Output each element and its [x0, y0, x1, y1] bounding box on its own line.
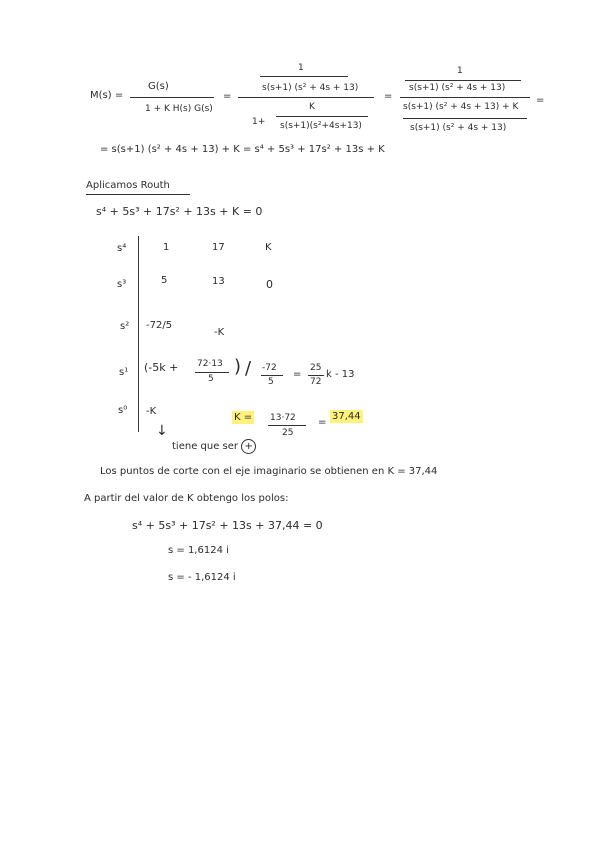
- denominator-closed-loop: 1 + K H(s) G(s): [145, 104, 213, 114]
- s1-fraction-denominator: 5: [208, 374, 214, 384]
- s1-slash: /: [245, 358, 252, 379]
- k-equals: =: [318, 417, 327, 428]
- routh-cell: -72/5: [146, 320, 173, 331]
- fraction-bar: [405, 80, 521, 81]
- f3-middle: s(s+1) (s² + 4s + 13) + K: [403, 102, 519, 112]
- equals-sign: =: [384, 91, 393, 102]
- s1-divisor-denominator: 5: [268, 377, 274, 387]
- routh-cell: K: [265, 242, 272, 253]
- routh-cell: 17: [212, 242, 225, 253]
- k-value-highlight: 37,44: [332, 411, 361, 422]
- fraction-bar: [268, 425, 306, 426]
- f3-top-numerator: 1: [457, 66, 463, 76]
- fraction-bar: [195, 372, 229, 373]
- positive-circled-icon: +: [241, 439, 256, 454]
- root-negative: s = - 1,6124 i: [168, 572, 236, 583]
- s1-paren-open: (-5k +: [144, 361, 179, 374]
- f2-k: K: [309, 102, 315, 112]
- routh-row-label: s¹: [119, 367, 129, 378]
- f3-top-denominator: s(s+1) (s² + 4s + 13): [409, 83, 506, 93]
- routh-row-label: s²: [120, 321, 130, 332]
- s1-result-numerator: 25: [310, 363, 322, 373]
- k-numerator: 13·72: [270, 413, 296, 423]
- routh-row-label: s⁰: [118, 405, 128, 416]
- fraction-bar: [260, 76, 348, 77]
- numerator-g: G(s): [148, 81, 169, 92]
- fraction-bar: [261, 375, 283, 376]
- polynomial-equation: s⁴ + 5s³ + 17s² + 13s + 37,44 = 0: [132, 519, 323, 532]
- routh-heading: Aplicamos Routh: [86, 180, 170, 191]
- conclusion-line-1: Los puntos de corte con el eje imaginario se obtienen en K = 37,44: [100, 466, 438, 477]
- s1-fraction-numerator: 72·13: [197, 359, 223, 369]
- characteristic-equation: s⁴ + 5s³ + 17s² + 13s + K = 0: [96, 205, 263, 218]
- s1-tail: k - 13: [326, 369, 355, 380]
- down-arrow-icon: ↓: [156, 423, 168, 439]
- tiene-note: [172, 439, 256, 454]
- routh-cell: 1: [163, 242, 170, 253]
- routh-cell: 13: [212, 276, 225, 287]
- s1-equals: =: [293, 369, 302, 380]
- k-value: [330, 412, 363, 422]
- routh-cell: -K: [214, 327, 225, 338]
- routh-cell: -K: [146, 406, 157, 417]
- fraction-bar: [403, 118, 527, 119]
- equals-sign: =: [536, 95, 545, 106]
- s1-result-denominator: 72: [310, 377, 322, 387]
- f2-k-denominator: s(s+1)(s²+4s+13): [280, 121, 362, 131]
- lhs-label: M(s) =: [90, 90, 124, 101]
- fraction-bar: [308, 375, 324, 376]
- root-positive: s = 1,6124 i: [168, 545, 229, 556]
- equals-sign: =: [223, 91, 232, 102]
- f2-top-denominator: s(s+1) (s² + 4s + 13): [262, 83, 359, 93]
- routh-cell: 5: [161, 275, 168, 286]
- routh-cell: 0: [266, 278, 273, 291]
- k-label: [232, 413, 254, 423]
- f3-bottom: s(s+1) (s² + 4s + 13): [410, 123, 507, 133]
- s1-divisor-numerator: -72: [262, 363, 277, 373]
- conclusion-line-2: A partir del valor de K obtengo los polos:: [84, 493, 289, 504]
- f2-one-plus: 1+: [252, 117, 266, 127]
- routh-table-divider: [138, 236, 139, 432]
- fraction-bar: [276, 116, 368, 117]
- tiene-text: tiene que ser: [172, 441, 239, 452]
- characteristic-expansion: = s(s+1) (s² + 4s + 13) + K = s⁴ + 5s³ + 17s² + 13s + K: [100, 144, 385, 155]
- heading-underline: [86, 194, 190, 195]
- s1-paren-close: ): [234, 356, 242, 377]
- f2-top-numerator: 1: [298, 63, 304, 73]
- fraction-bar: [130, 97, 214, 98]
- routh-row-label: s³: [117, 279, 127, 290]
- k-label-highlight: K =: [234, 412, 253, 423]
- routh-row-label: s⁴: [117, 243, 127, 254]
- fraction-bar-main: [238, 97, 374, 98]
- fraction-bar-main: [400, 97, 530, 98]
- k-denominator: 25: [282, 428, 294, 438]
